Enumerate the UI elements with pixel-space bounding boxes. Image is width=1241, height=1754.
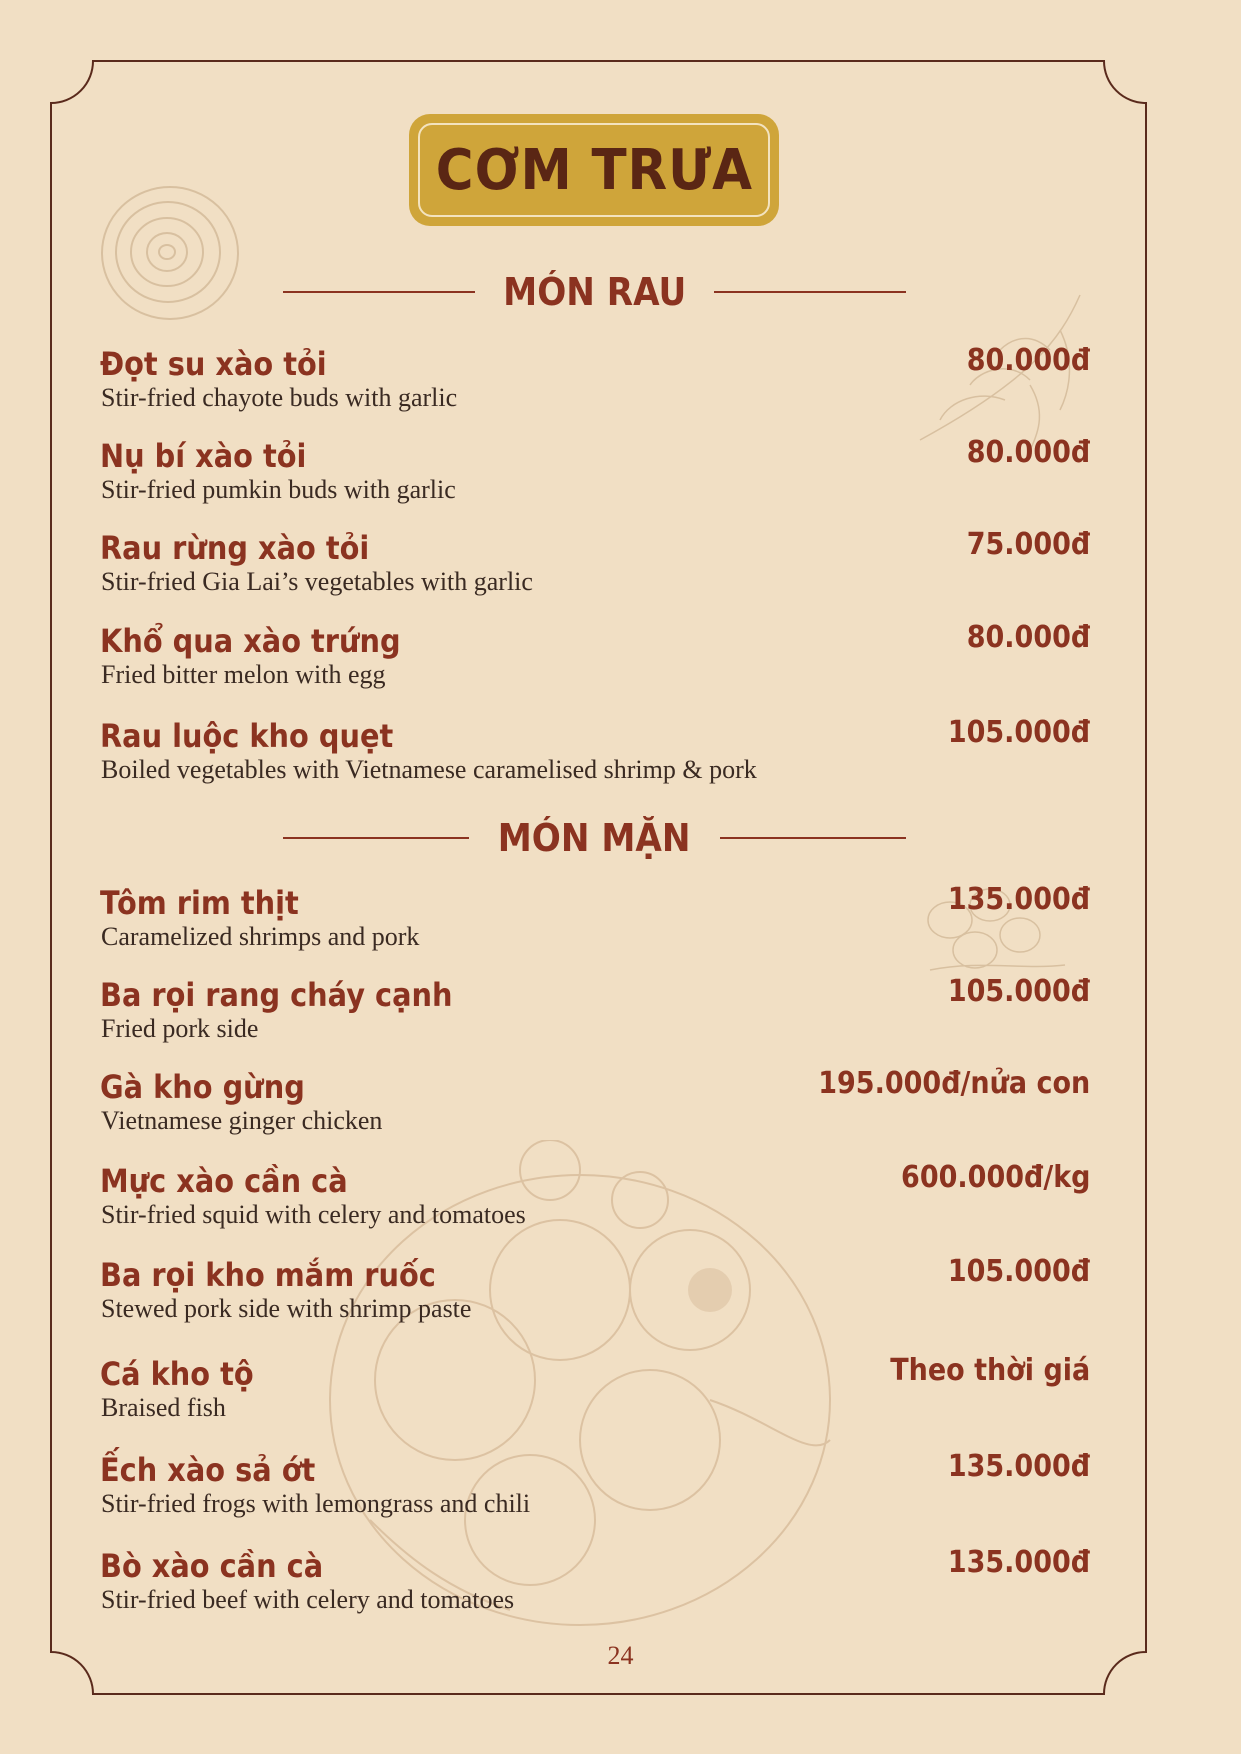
menu-item [100, 529, 1090, 609]
item-name: Rau rừng xào tỏi [100, 529, 370, 567]
menu-item [100, 1256, 1090, 1336]
item-price: 135.000đ [947, 1545, 1090, 1580]
wood-slice-illustration [95, 178, 245, 328]
item-name: Nụ bí xào tỏi [100, 437, 307, 475]
item-price: Theo thời giá [889, 1353, 1090, 1388]
item-name: Ba rọi rang cháy cạnh [100, 976, 453, 1014]
item-price: 75.000đ [966, 527, 1090, 562]
item-description: Stir-fried Gia Lai’s vegetables with garlic [101, 567, 533, 596]
menu-item [100, 622, 1090, 702]
divider-line [283, 291, 475, 293]
item-description: Stir-fried squid with celery and tomatoes [101, 1200, 526, 1229]
menu-item [100, 1451, 1090, 1531]
menu-item [100, 437, 1090, 517]
menu-item [100, 345, 1090, 425]
item-price: 80.000đ [966, 343, 1090, 378]
menu-item [100, 717, 1090, 797]
item-price: 105.000đ [947, 974, 1090, 1009]
menu-item [100, 976, 1090, 1056]
section-title: MÓN RAU [502, 270, 687, 314]
item-description: Stir-fried frogs with lemongrass and chili [101, 1489, 531, 1518]
item-name: Gà kho gừng [100, 1068, 305, 1106]
section-title: MÓN MẶN [498, 816, 691, 860]
item-description: Stewed pork side with shrimp paste [101, 1294, 472, 1323]
item-price: 135.000đ [947, 1449, 1090, 1484]
title-banner [412, 117, 776, 223]
item-price: 195.000đ/nửa con [817, 1066, 1090, 1101]
item-description: Fried pork side [101, 1014, 259, 1043]
item-name: Ếch xào sả ớt [100, 1451, 316, 1489]
item-name: Bò xào cần cà [100, 1547, 324, 1585]
item-price: 135.000đ [947, 882, 1090, 917]
menu-item [100, 1355, 1090, 1435]
menu-item [100, 1068, 1090, 1148]
menu-item [100, 1162, 1090, 1242]
item-description: Caramelized shrimps and pork [101, 922, 420, 951]
item-name: Rau luộc kho quẹt [100, 717, 394, 755]
item-name: Tôm rim thịt [100, 884, 299, 922]
section-header-mon-man [283, 813, 906, 863]
menu-item [100, 884, 1090, 964]
divider-line [714, 291, 906, 293]
divider-line [283, 837, 469, 839]
divider-line [720, 837, 906, 839]
item-price: 600.000đ/kg [900, 1160, 1090, 1195]
page-title: CƠM TRƯA [435, 137, 753, 203]
item-price: 80.000đ [966, 435, 1090, 470]
item-name: Mực xào cần cà [100, 1162, 348, 1200]
item-description: Stir-fried chayote buds with garlic [101, 383, 458, 412]
item-name: Cá kho tộ [100, 1355, 254, 1393]
item-description: Stir-fried pumkin buds with garlic [101, 475, 456, 504]
item-description: Vietnamese ginger chicken [101, 1106, 383, 1135]
item-description: Stir-fried beef with celery and tomatoes [101, 1585, 515, 1614]
menu-item [100, 1547, 1090, 1627]
item-name: Đọt su xào tỏi [100, 345, 327, 383]
item-price: 80.000đ [966, 620, 1090, 655]
page-number: 24 [607, 1641, 634, 1670]
item-description: Fried bitter melon with egg [101, 660, 386, 689]
section-header-mon-rau [283, 267, 906, 317]
item-description: Braised fish [101, 1393, 226, 1422]
item-description: Boiled vegetables with Vietnamese caramelised shrimp & pork [101, 755, 757, 784]
item-price: 105.000đ [947, 715, 1090, 750]
item-name: Khổ qua xào trứng [100, 622, 401, 660]
item-name: Ba rọi kho mắm ruốc [100, 1256, 436, 1294]
item-price: 105.000đ [947, 1254, 1090, 1289]
